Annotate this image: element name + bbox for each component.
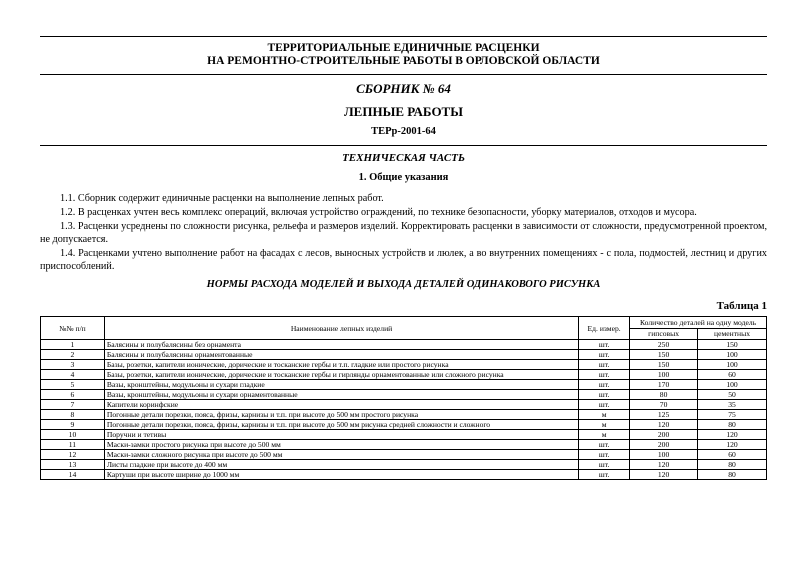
col-header-num: №№ п/п (41, 317, 105, 340)
norms-heading: НОРМЫ РАСХОДА МОДЕЛЕЙ И ВЫХОДА ДЕТАЛЕЙ ОДИНАКОВОГО РИСУНКА (206, 279, 601, 290)
row-gypsum: 200 (630, 440, 698, 450)
table-row (41, 390, 767, 400)
row-unit: шт. (579, 450, 630, 460)
row-name: Балясины и полубалясины орнаментованные (104, 350, 578, 360)
table-row (41, 410, 767, 420)
table-caption: Таблица 1 (716, 300, 767, 312)
row-num: 14 (41, 470, 105, 480)
row-cement: 120 (698, 440, 767, 450)
row-cement: 75 (698, 410, 767, 420)
row-cement: 80 (698, 460, 767, 470)
table-row (41, 460, 767, 470)
row-num: 2 (41, 350, 105, 360)
row-name: Базы, розетки, капители ионические, дорические и тосканские гербы и гирлянды орнаментованные или сложного рисунка (104, 370, 578, 380)
row-name: Базы, розетки, капители ионические, дорические и тосканские гербы и т.п. гладкие или простого рисунка (104, 360, 578, 370)
row-gypsum: 70 (630, 400, 698, 410)
table-row (41, 400, 767, 410)
table-row (41, 340, 767, 350)
row-unit: шт. (579, 350, 630, 360)
row-cement: 120 (698, 430, 767, 440)
row-unit: шт. (579, 380, 630, 390)
table-row (41, 430, 767, 440)
row-gypsum: 125 (630, 410, 698, 420)
table-row (41, 450, 767, 460)
title-line-1: ТЕРРИТОРИАЛЬНЫЕ ЕДИНИЧНЫЕ РАСЦЕНКИ (267, 42, 540, 54)
table-row (41, 420, 767, 430)
col-header-gypsum: гипсовых (630, 328, 698, 340)
row-unit: м (579, 410, 630, 420)
col-header-name: Наименование лепных изделий (104, 317, 578, 340)
table-row (41, 380, 767, 390)
row-num: 12 (41, 450, 105, 460)
row-unit: шт. (579, 360, 630, 370)
row-unit: м (579, 420, 630, 430)
row-name: Маски-замки простого рисунка при высоте до 500 мм (104, 440, 578, 450)
row-gypsum: 150 (630, 360, 698, 370)
row-gypsum: 120 (630, 420, 698, 430)
row-cement: 50 (698, 390, 767, 400)
row-name: Маски-замки сложного рисунка при высоте до 500 мм (104, 450, 578, 460)
row-num: 8 (41, 410, 105, 420)
row-num: 4 (41, 370, 105, 380)
table-row (41, 370, 767, 380)
row-gypsum: 200 (630, 430, 698, 440)
top-rule (40, 36, 767, 37)
row-cement: 100 (698, 380, 767, 390)
row-cement: 60 (698, 370, 767, 380)
paragraph-1-2: 1.2. В расценках учтен весь комплекс операций, включая устройство ограждений, по технике безопасности, уборку материалов, отходов и мусора. (60, 207, 697, 218)
row-unit: шт. (579, 390, 630, 400)
row-gypsum: 250 (630, 340, 698, 350)
table-row (41, 440, 767, 450)
row-name: Вазы, кронштейны, модульоны и сухари гладкие (104, 380, 578, 390)
row-unit: шт. (579, 340, 630, 350)
row-unit: шт. (579, 400, 630, 410)
row-num: 6 (41, 390, 105, 400)
row-unit: шт. (579, 370, 630, 380)
row-name: Поручни и тетивы (104, 430, 578, 440)
collection-number: СБОРНИК № 64 (356, 81, 451, 96)
row-unit: шт. (579, 470, 630, 480)
row-unit: шт. (579, 460, 630, 470)
document-title (40, 42, 767, 68)
row-cement: 35 (698, 400, 767, 410)
row-num: 11 (41, 440, 105, 450)
paragraph-1-1: 1.1. Сборник содержит единичные расценки на выполнение лепных работ. (60, 193, 384, 204)
row-cement: 100 (698, 350, 767, 360)
row-gypsum: 120 (630, 460, 698, 470)
row-num: 9 (41, 420, 105, 430)
row-num: 7 (41, 400, 105, 410)
table-row (41, 350, 767, 360)
row-gypsum: 100 (630, 450, 698, 460)
col-header-qty-group: Количество деталей на одну модель (630, 317, 767, 329)
code-rule (40, 145, 767, 146)
tech-part-heading: ТЕХНИЧЕСКАЯ ЧАСТЬ (342, 152, 465, 164)
row-num: 3 (41, 360, 105, 370)
row-num: 5 (41, 380, 105, 390)
table-row (41, 360, 767, 370)
col-header-cement: цементных (698, 328, 767, 340)
title-rule (40, 74, 767, 75)
row-name: Листы гладкие при высоте до 400 мм (104, 460, 578, 470)
row-cement: 80 (698, 470, 767, 480)
row-gypsum: 150 (630, 350, 698, 360)
row-num: 10 (41, 430, 105, 440)
row-name: Вазы, кронштейны, модульоны и сухари орнаментованные (104, 390, 578, 400)
row-name: Капители коринфские (104, 400, 578, 410)
row-gypsum: 120 (630, 470, 698, 480)
row-num: 1 (41, 340, 105, 350)
paragraph-1-4: 1.4. Расценками учтено выполнение работ на фасадах с лесов, выносных устройств и люлек, а во внутренних помещениях - с пола, подмостей, лестниц и других приспособлений. (40, 248, 767, 273)
row-gypsum: 80 (630, 390, 698, 400)
row-name: Картуши при высоте ширине до 1000 мм (104, 470, 578, 480)
row-gypsum: 100 (630, 370, 698, 380)
collection-code: ТЕРр-2001-64 (371, 126, 436, 137)
row-cement: 100 (698, 360, 767, 370)
row-cement: 80 (698, 420, 767, 430)
row-gypsum: 170 (630, 380, 698, 390)
title-line-2: НА РЕМОНТНО-СТРОИТЕЛЬНЫЕ РАБОТЫ В ОРЛОВСКОЙ ОБЛАСТИ (207, 55, 600, 67)
row-unit: м (579, 430, 630, 440)
table-row (41, 470, 767, 480)
row-name: Погонные детали порезки, пояса, фризы, карнизы и т.п. при высоте до 500 мм рисунка средней сложности и сложного (104, 420, 578, 430)
row-num: 13 (41, 460, 105, 470)
paragraph-1-3: 1.3. Расценки усреднены по сложности рисунка, рельефа и размеров изделий. Корректировать расценки в зависимости от сложности, предусмотренной проектом, не допускается. (40, 221, 767, 246)
row-name: Балясины и полубалясины без орнамента (104, 340, 578, 350)
row-cement: 150 (698, 340, 767, 350)
row-unit: шт. (579, 440, 630, 450)
col-header-unit: Ед. измер. (579, 317, 630, 340)
norms-table (40, 316, 767, 480)
row-cement: 60 (698, 450, 767, 460)
general-instructions-heading: 1. Общие указания (358, 172, 449, 183)
row-name: Погонные детали порезки, пояса, фризы, карнизы и т.п. при высоте до 500 мм простого рисунка (104, 410, 578, 420)
collection-name: ЛЕПНЫЕ РАБОТЫ (344, 104, 463, 119)
